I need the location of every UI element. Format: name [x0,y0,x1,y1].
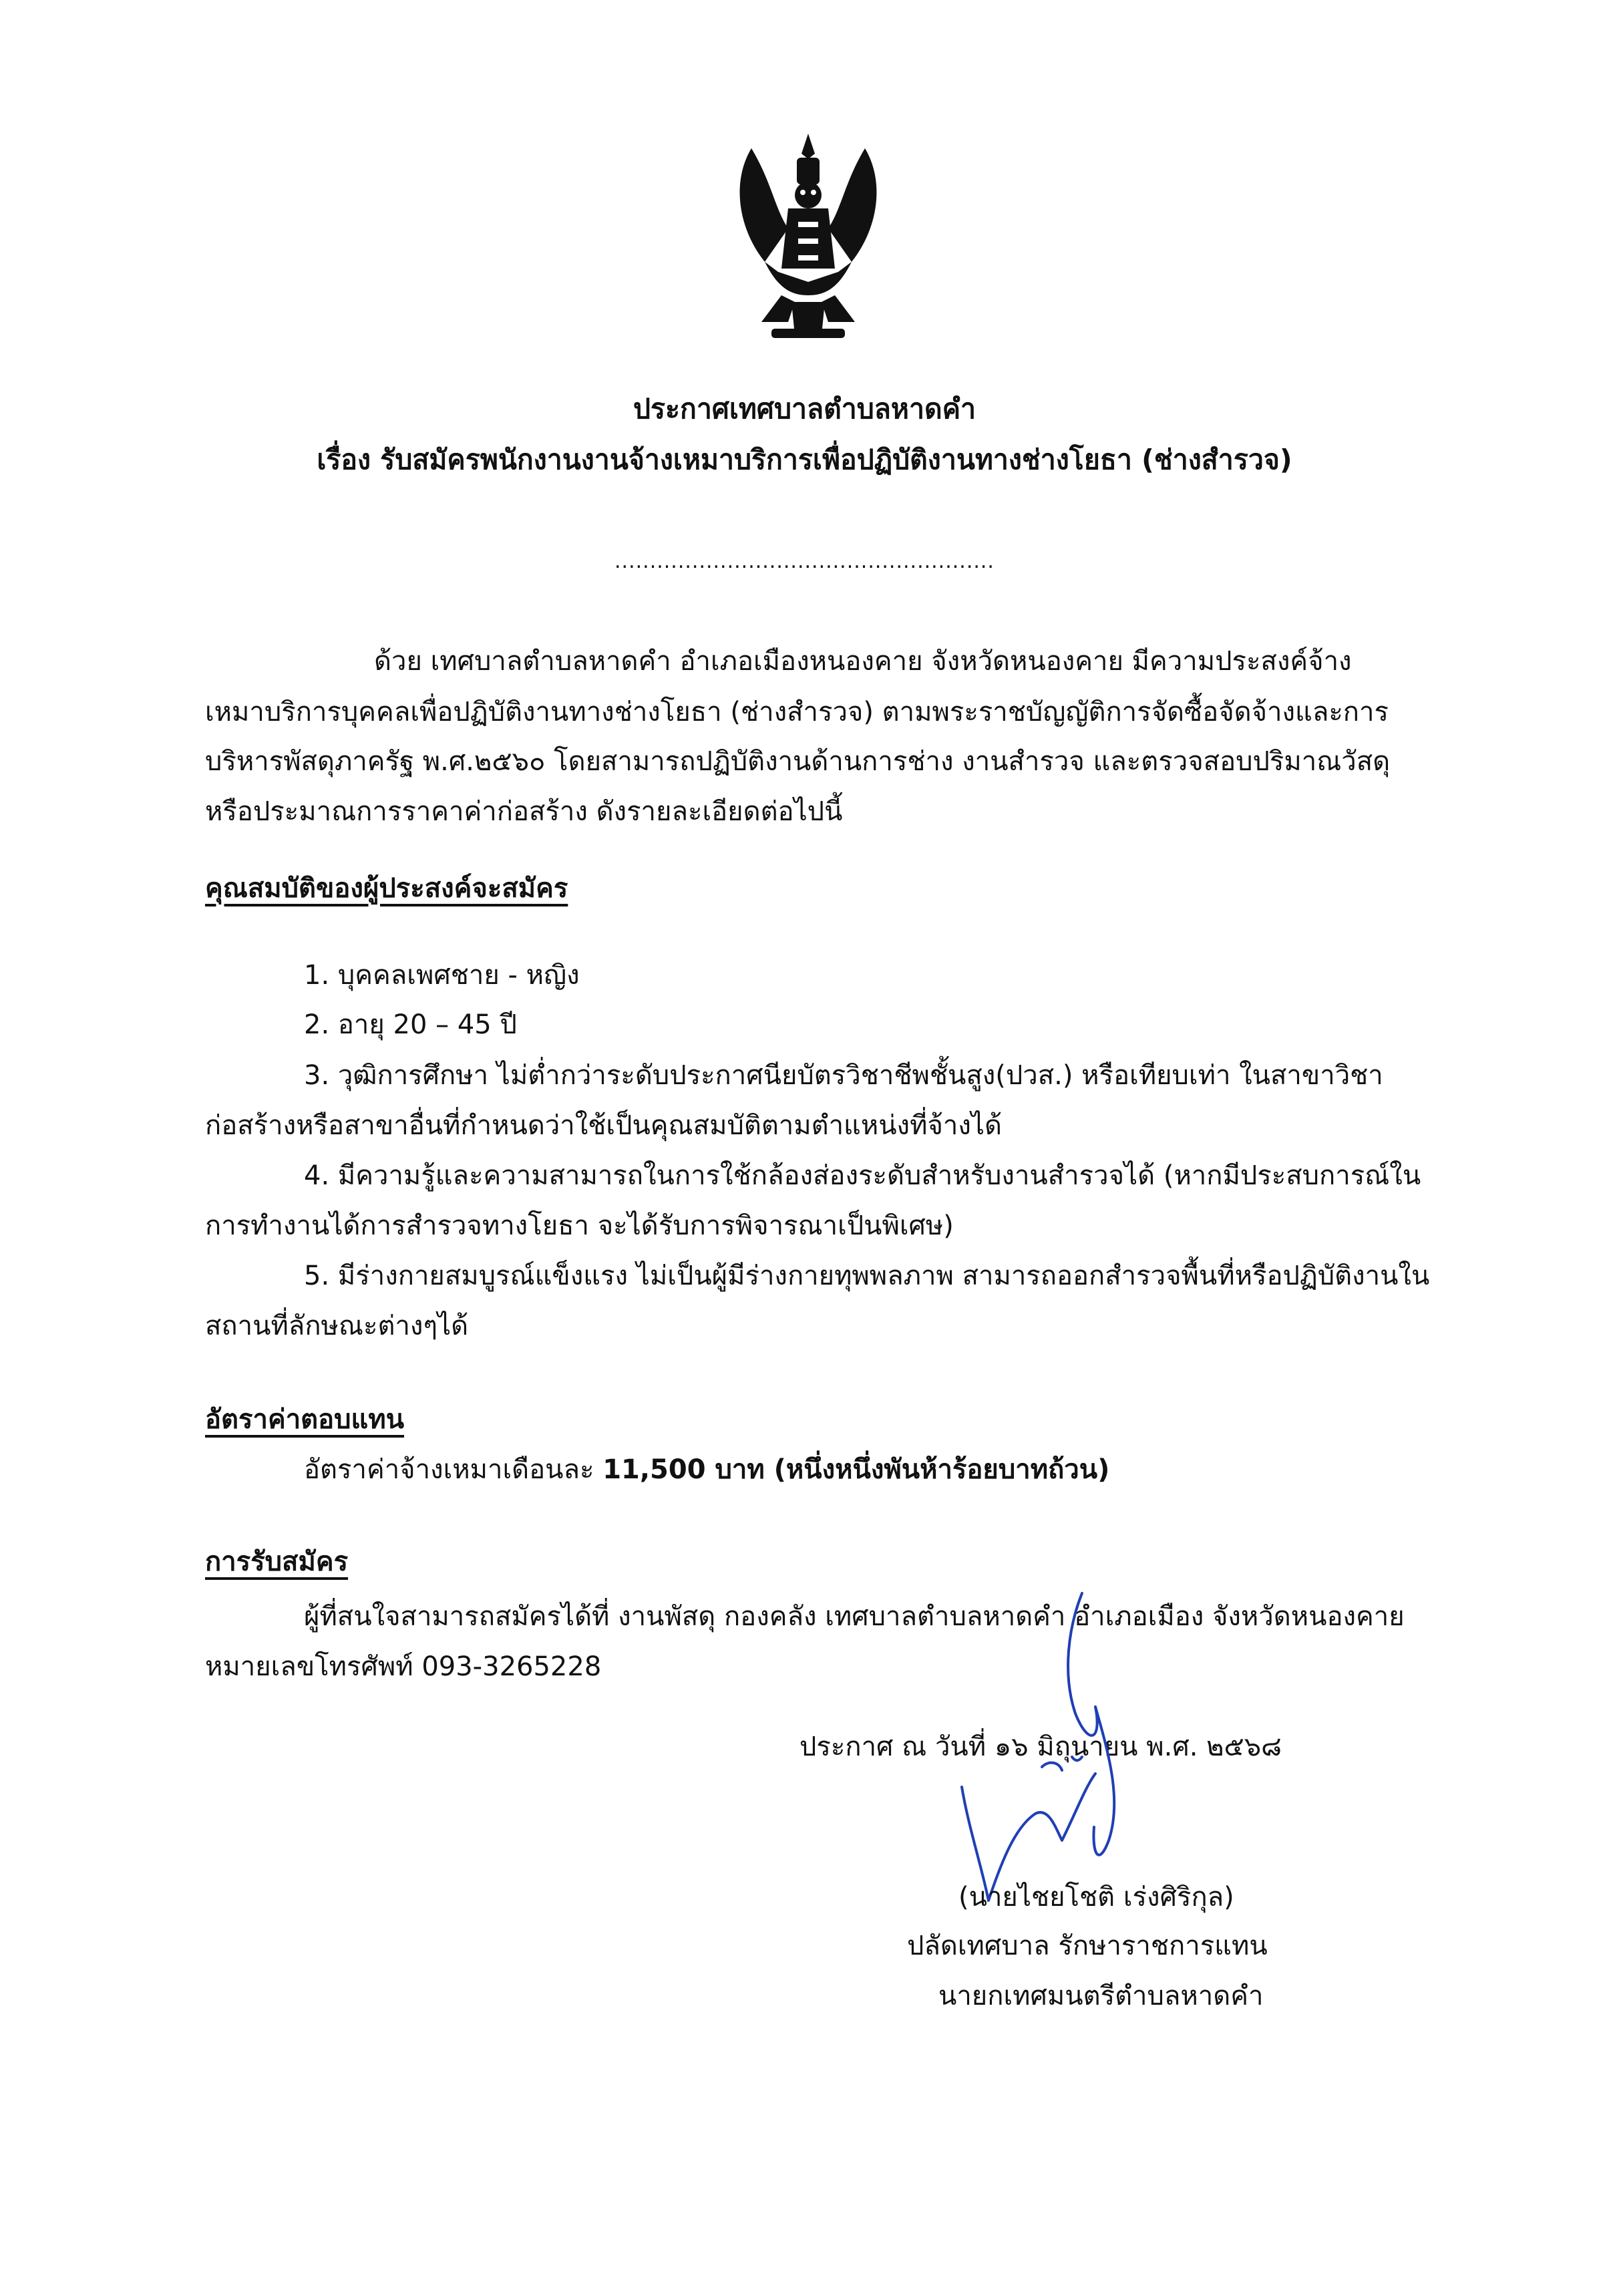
intro-line-4: หรือประมาณการราคาค่าก่อสร้าง ดังรายละเอียดต่อไปนี้ [205,796,843,827]
qualification-item-5: 5. มีร่างกายสมบูรณ์แข็งแรง ไม่เป็นผู้มีร่างกายทุพพลภาพ สามารถออกสำรวจพื้นที่หรือปฏิบัติงานใน [304,1261,1430,1291]
qualifications-heading: คุณสมบัติของผู้ประสงค์จะสมัคร [205,873,568,904]
qualification-item-3: 3. วุฒิการศึกษา ไม่ต่ำกว่าระดับประกาศนียบัตรวิชาชีพชั้นสูง(ปวส.) หรือเทียบเท่า ในสาขาวิชา [304,1060,1383,1091]
application-phone: หมายเลขโทรศัพท์ 093-3265228 [205,1651,602,1682]
separator-line: ...................................................... [614,550,995,573]
announcement-subject: เรื่อง รับสมัครพนักงานงานจ้างเหมาบริการเพื่อปฏิบัติงานทางช่างโยธา (ช่างสำรวจ) [317,444,1292,476]
qualification-item-2: 2. อายุ 20 – 45 ปี [304,1009,517,1040]
qualification-item-4: 4. มีความรู้และความสามารถในการใช้กล้องส่องระดับสำหรับงานสำรวจได้ (หากมีประสบการณ์ใน [304,1160,1421,1191]
qualification-item-5-cont: สถานที่ลักษณะต่างๆได้ [205,1311,469,1341]
announcement-title: ประกาศเทศบาลตำบลหาดคำ [633,393,976,425]
signer-position: ปลัดเทศบาล รักษาราชการแทน [907,1931,1268,1961]
compensation-text [304,1456,1109,1483]
compensation-label: อัตราค่าจ้างเหมาเดือนละ [304,1454,603,1485]
signer-office: นายกเทศมนตรีตำบลหาดคำ [938,1981,1264,2011]
intro-line-3: บริหารพัสดุภาครัฐ พ.ศ.๒๕๖๐ โดยสามารถปฏิบัติงานด้านการช่าง งานสำรวจ และตรวจสอบปริมาณวัสดุ [205,746,1391,777]
garuda-emblem-icon [725,128,892,349]
compensation-heading: อัตราค่าตอบแทน [205,1404,405,1435]
intro-line-1: ด้วย เทศบาลตำบลหาดคำ อำเภอเมืองหนองคาย จังหวัดหนองคาย มีความประสงค์จ้าง [374,646,1352,677]
intro-line-2: เหมาบริการบุคคลเพื่อปฏิบัติงานทางช่างโยธา (ช่างสำรวจ) ตามพระราชบัญญัติการจัดซื้อจัดจ้างและการ [205,697,1389,727]
announcement-date: ประกาศ ณ วันที่ ๑๖ มิถุนายน พ.ศ. ๒๕๖๘ [799,1732,1282,1762]
compensation-amount: 11,500 บาท (หนึ่งหนึ่งพันห้าร้อยบาทถ้วน) [602,1454,1110,1485]
qualification-item-1: 1. บุคคลเพศชาย - หญิง [304,960,580,991]
signer-name: (นายไชยโชติ เร่งศิริกุล) [958,1882,1234,1913]
signature-icon [942,1587,1142,1907]
application-location: ผู้ที่สนใจสามารถสมัครได้ที่ งานพัสดุ กองคลัง เทศบาลตำบลหาดคำ อำเภอเมือง จังหวัดหนองคาย [304,1601,1405,1632]
qualification-item-3-cont: ก่อสร้างหรือสาขาอื่นที่กำหนดว่าใช้เป็นคุณสมบัติตามตำแหน่งที่จ้างได้ [205,1110,1002,1141]
application-heading: การรับสมัคร [205,1546,349,1577]
qualification-item-4-cont: การทำงานได้การสำรวจทางโยธา จะได้รับการพิจารณาเป็นพิเศษ) [205,1210,954,1241]
